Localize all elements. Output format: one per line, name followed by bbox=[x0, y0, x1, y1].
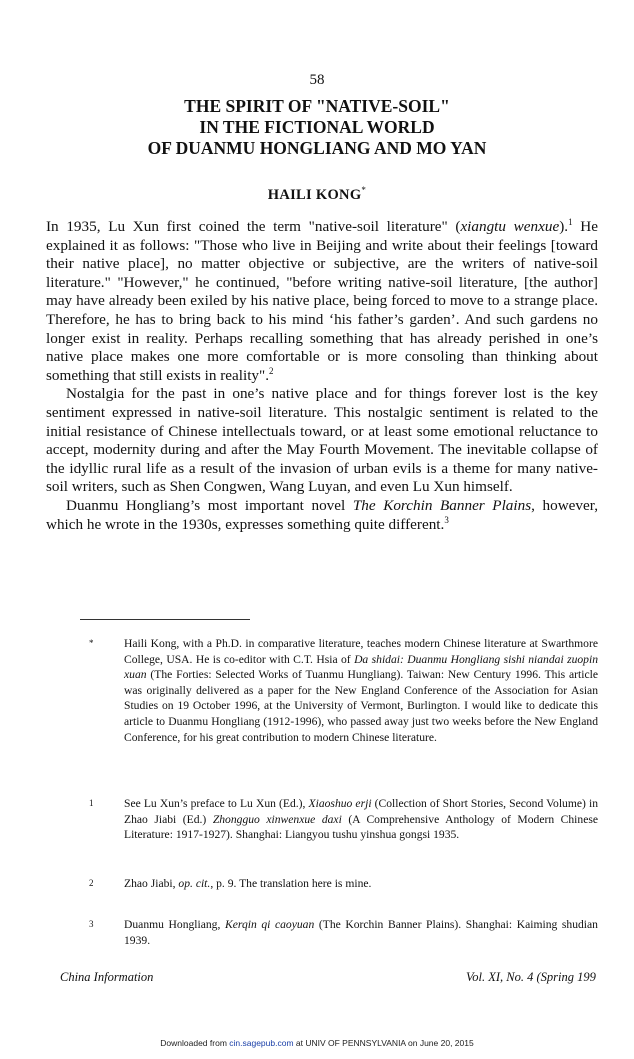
article-title bbox=[40, 96, 594, 159]
page-number: 58 bbox=[309, 72, 325, 88]
novel-title: The Korchin Banner Plains bbox=[352, 496, 532, 514]
footnote-text: Haili Kong, with a Ph.D. in comparative literature, teaches modern Chinese literature at Swarthmore College, USA. He is co-editor with C.T. Hsia of Da shidai: Duanmu Hongliang sishi niandai zuopin xuan (The Forties: Selected Works of Tuanmu Hungliang). Taiwan: New Century 1996. This article was originally delivered as a paper for the New England Conference of the Association for Asian Studies on 19 October 1996, at the University of Vermont, Burlington. I would like to dedicate this article to Duanmu Hongliang (1912-1996), who passed away just two weeks before the New England Conference, for his great contribution to modern Chinese literature. bbox=[124, 637, 598, 744]
paragraph-text: , however, which he wrote in the 1930s, expresses something quite different. bbox=[46, 496, 598, 533]
author-byline bbox=[0, 185, 634, 204]
footnote-1 bbox=[89, 796, 599, 843]
paragraph-2: Nostalgia for the past in one’s native place and for things forever lost is the key sentiment expressed in native-soil literature. This nostalgic sentiment is related to the initial resistance of Chinese intellectuals toward, or at least some emotional reluctance to accept, modernity during and after the May Fourth Movement. The inevitable collapse of the idyllic rural life as a result of the invasion of urban evils is a theme for many native-soil writers, such as Shen Congwen, Wang Luyan, and even Lu Xun himself. bbox=[46, 385, 598, 496]
download-notice: Downloaded from cin.sagepub.com at UNIV OF PENNSYLVANIA on June 20, 2015 bbox=[160, 1038, 474, 1048]
author-footnote-mark: * bbox=[361, 185, 367, 195]
footnote-text: Duanmu Hongliang, Kerqin qi caoyuan (The Korchin Banner Plains). Shanghai: Kaiming shudian 1939. bbox=[124, 918, 598, 947]
footnote-author bbox=[89, 636, 598, 745]
paragraph-text: Duanmu Hongliang’s most important novel bbox=[66, 496, 353, 514]
title-line: OF DUANMU HONGLIANG AND MO YAN bbox=[147, 138, 487, 158]
italic-term: xiangtu wenxue bbox=[460, 218, 560, 235]
author-name: HAILI KONG bbox=[267, 186, 362, 203]
footnote-divider bbox=[80, 619, 250, 620]
journal-issue: Vol. XI, No. 4 (Spring 199 bbox=[466, 970, 596, 984]
title-line: IN THE FICTIONAL WORLD bbox=[199, 117, 435, 137]
download-link[interactable]: cin.sagepub.com bbox=[229, 1038, 294, 1048]
footnote-text: See Lu Xun’s preface to Lu Xun (Ed.), Xiaoshuo erji (Collection of Short Stories, Second Volume) in Zhao Jiabi (Ed.) Zhongguo xinwenxue daxi (A Comprehensive Anthology of Modern Chinese Literature: 1917-1927). Shanghai: Liangyou tushu yinshua gongsi 1935. bbox=[124, 797, 599, 842]
footnote-3 bbox=[89, 917, 598, 948]
footnote-2 bbox=[89, 876, 598, 892]
title-line: THE SPIRIT OF "NATIVE-SOIL" bbox=[184, 96, 450, 116]
footnote-mark: 1 bbox=[89, 798, 94, 808]
article-body bbox=[46, 218, 598, 534]
footnote-ref: 2 bbox=[269, 365, 274, 376]
paragraph-1 bbox=[46, 218, 598, 385]
footnote-text: Zhao Jiabi, op. cit., p. 9. The translation here is mine. bbox=[124, 877, 372, 890]
footnote-ref: 1 bbox=[568, 216, 573, 227]
paragraph-text: He explained it as follows: "Those who live in Beijing and write about their feelings [toward their native place], no matter objective or subjective, are the writers of native-soil literature." "However," he continued, "before writing native-soil literature, [the author] may have already been exiled by his native place, being forced to move to a strange place. Therefore, he has to bring back to his mind ‘his father’s garden’. And such gardens no longer exist in reality. Perhaps recalling something that has already perished in one’s native place makes one more comfortable or is more consoling than thinking about something that still exists in reality". bbox=[46, 218, 598, 384]
footnote-mark: 3 bbox=[89, 919, 94, 929]
journal-name: China Information bbox=[60, 970, 154, 984]
paragraph-text: In 1935, Lu Xun first coined the term "native-soil literature" ( bbox=[46, 218, 461, 235]
footnote-mark: 2 bbox=[89, 878, 94, 888]
footnote-mark: * bbox=[89, 638, 94, 648]
paragraph-text: ). bbox=[559, 218, 569, 235]
footnote-ref: 3 bbox=[444, 514, 449, 525]
paragraph-3 bbox=[46, 497, 598, 534]
